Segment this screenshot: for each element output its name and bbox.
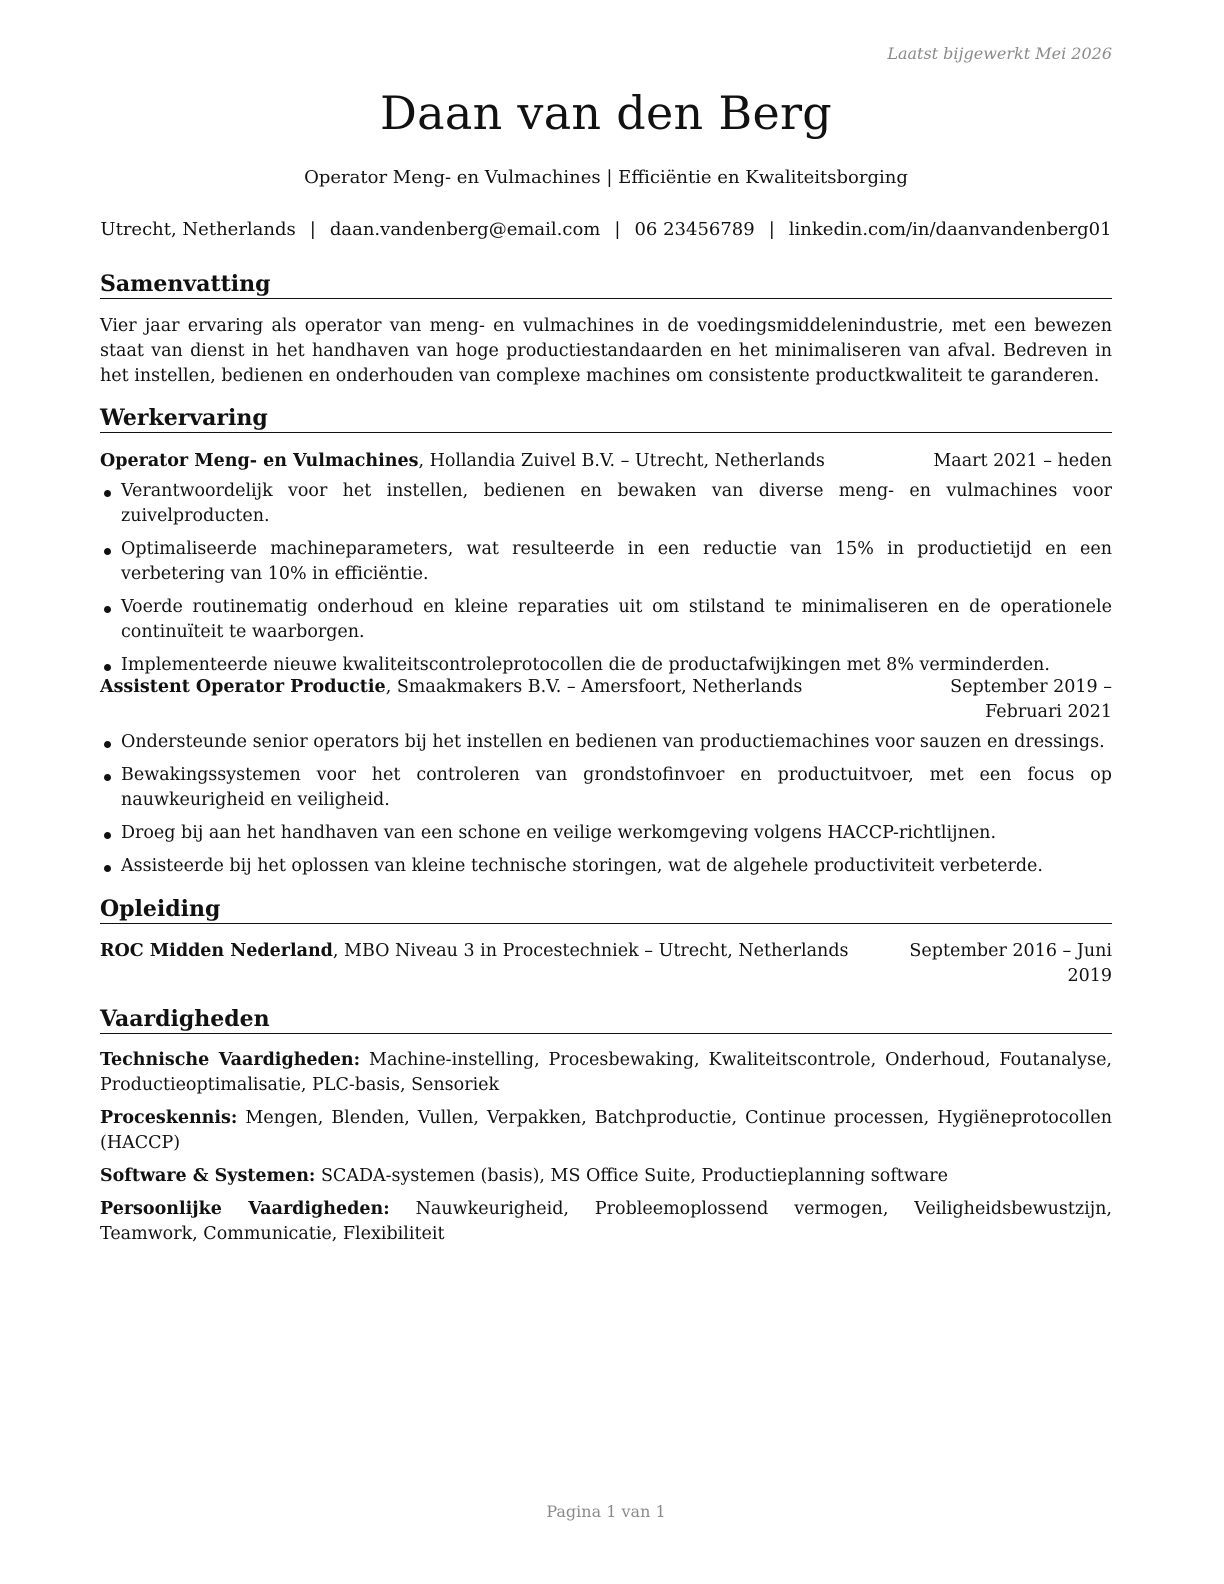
list-item: Bewakingssystemen voor het controleren van grondstofinvoer en productuitvoer, met een focus op nauwkeurigheid en veiligheid. — [100, 763, 1112, 813]
job-period: September 2019 – Februari 2021 — [950, 677, 1112, 722]
education-detail: , MBO Niveau 3 in Procestechniek – Utrecht, Netherlands — [332, 941, 849, 961]
contact-separator: | — [614, 219, 621, 240]
list-item: Voerde routinematig onderhoud en kleine reparaties uit om stilstand te minimaliseren en de operationele continuïteit te waarborgen. — [100, 595, 1112, 645]
education-header — [100, 939, 1112, 986]
bullet-icon — [104, 741, 111, 748]
section-title-education: Opleiding — [100, 896, 1112, 924]
job-header — [100, 675, 1112, 722]
resume-page — [100, 0, 1112, 1584]
job-bullets — [100, 479, 1112, 686]
summary-text: Vier jaar ervaring als operator van meng- en vulmachines in de voedingsmiddelenindustrie, met een bewezen staat van dienst in het handhaven van hoge productiestandaarden en het minimaliseren van afval. Bedreven in het instellen, bedienen en onderhouden van complexe machines om consistente productkwaliteit te garanderen. — [100, 316, 1112, 386]
skill-label: Software & Systemen: — [100, 1166, 316, 1186]
job-header — [100, 449, 1112, 474]
page-number: Pagina 1 van 1 — [546, 1502, 666, 1521]
skill-group — [100, 1164, 1112, 1189]
candidate-name: Daan van den Berg — [379, 86, 833, 140]
bullet-icon — [104, 606, 111, 613]
skills-list — [100, 1048, 1112, 1255]
section-title-experience: Werkervaring — [100, 405, 1112, 433]
skill-items: Mengen, Blenden, Vullen, Verpakken, Batchproductie, Continue processen, Hygiëneprotocollen (HACCP) — [100, 1108, 1112, 1153]
job-company: , Smaakmakers B.V. – Amersfoort, Netherlands — [385, 677, 803, 697]
section-title-summary: Samenvatting — [100, 271, 1112, 299]
skill-label: Proceskennis: — [100, 1108, 238, 1128]
list-item: Optimaliseerde machineparameters, wat resulteerde in een reductie van 15% in productietijd en een verbetering van 10% in efficiëntie. — [100, 537, 1112, 587]
contact-line — [80, 219, 1132, 240]
job-period: Maart 2021 – heden — [933, 451, 1112, 471]
skill-group — [100, 1106, 1112, 1156]
list-item: Implementeerde nieuwe kwaliteitscontroleprotocollen die de productafwijkingen met 8% verminderden. — [100, 653, 1112, 678]
list-item: Assisteerde bij het oplossen van kleine technische storingen, wat de algehele productiviteit verbeterde. — [100, 854, 1112, 879]
last-updated: Laatst bijgewerkt Mei 2026 — [887, 44, 1112, 63]
job-company: , Hollandia Zuivel B.V. – Utrecht, Netherlands — [418, 451, 825, 471]
job-bullets — [100, 730, 1112, 887]
bullet-icon — [104, 774, 111, 781]
contact-location: Utrecht, Netherlands — [100, 219, 296, 240]
skill-items: Nauwkeurigheid, Probleemoplossend vermogen, Veiligheidsbewustzijn, Teamwork, Communicatie, Flexibiliteit — [100, 1199, 1112, 1244]
bullet-icon — [104, 548, 111, 555]
tagline: Operator Meng- en Vulmachines | Efficiëntie en Kwaliteitsborging — [304, 167, 908, 188]
skill-label: Technische Vaardigheden: — [100, 1050, 361, 1070]
skill-group — [100, 1197, 1112, 1247]
bullet-icon — [104, 865, 111, 872]
list-item: Droeg bij aan het handhaven van een schone en veilige werkomgeving volgens HACCP-richtlijnen. — [100, 821, 1112, 846]
skill-items: Machine-instelling, Procesbewaking, Kwaliteitscontrole, Onderhoud, Foutanalyse, Productieoptimalisatie, PLC-basis, Sensoriek — [100, 1050, 1112, 1095]
bullet-icon — [104, 832, 111, 839]
list-item: Ondersteunde senior operators bij het instellen en bedienen van productiemachines voor sauzen en dressings. — [100, 730, 1112, 755]
skill-group — [100, 1048, 1112, 1098]
job-role: Operator Meng- en Vulmachines — [100, 451, 419, 471]
bullet-icon — [104, 664, 111, 671]
contact-separator: | — [768, 219, 775, 240]
job-role: Assistent Operator Productie — [100, 677, 386, 697]
contact-linkedin[interactable]: linkedin.com/in/daanvandenberg01 — [788, 219, 1112, 240]
contact-email[interactable]: daan.vandenberg@email.com — [329, 219, 601, 240]
section-title-skills: Vaardigheden — [100, 1006, 1112, 1034]
skill-items: SCADA-systemen (basis), MS Office Suite, Productieplanning software — [315, 1166, 948, 1186]
list-item: Verantwoordelijk voor het instellen, bedienen en bewaken van diverse meng- en vulmachines voor zuivelproducten. — [100, 479, 1112, 529]
skill-label: Persoonlijke Vaardigheden: — [100, 1199, 390, 1219]
education-school: ROC Midden Nederland — [100, 941, 333, 961]
bullet-icon — [104, 490, 111, 497]
contact-separator: | — [309, 219, 316, 240]
education-period: September 2016 – Juni 2019 — [909, 941, 1112, 986]
contact-phone: 06 23456789 — [634, 219, 755, 240]
